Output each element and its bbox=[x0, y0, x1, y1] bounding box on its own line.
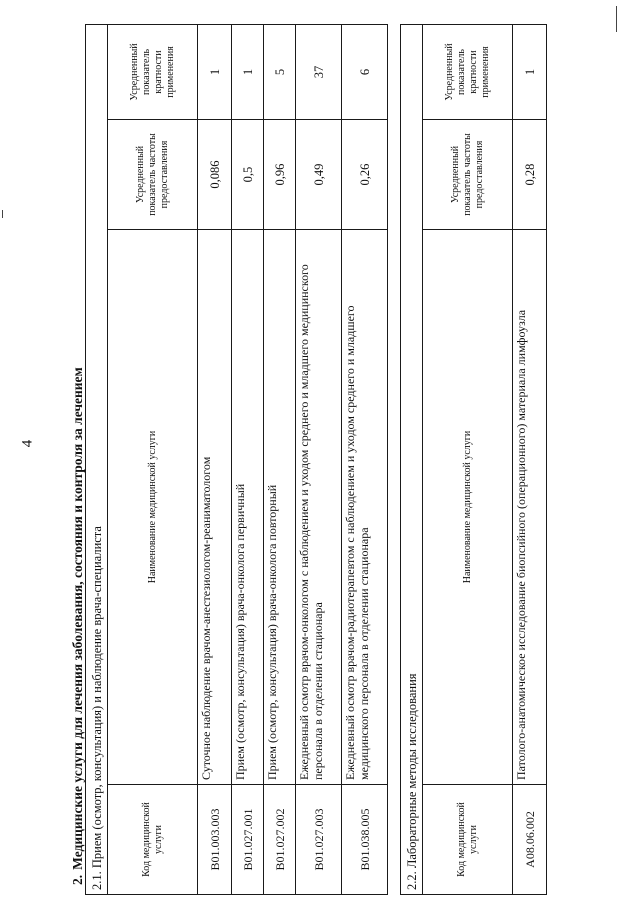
section-title: Медицинские услуги для лечения заболевания, состояния и контроля за лечением bbox=[70, 367, 85, 870]
table-row bbox=[296, 24, 342, 894]
frequency-value: 0,26 bbox=[342, 120, 388, 230]
service-name: Ежедневный осмотр врачом-радиотерапевтом с наблюдением и уходом среднего и младшего медицинского персонала в отделении стационара bbox=[342, 230, 388, 785]
frequency-value: 0,49 bbox=[296, 120, 342, 230]
table-subtitle: 2.2. Лабораторные методы исследования bbox=[401, 24, 423, 894]
table-row bbox=[342, 24, 388, 894]
service-code: B01.003.003 bbox=[198, 785, 232, 895]
column-header-frequency: Усредненный показатель частоты предоставления bbox=[423, 120, 513, 230]
service-name: Прием (осмотр, консультация) врача-онколога первичный bbox=[232, 230, 264, 785]
multiplicity-value: 6 bbox=[342, 24, 388, 119]
services-table-consultations bbox=[85, 24, 388, 895]
section-heading bbox=[70, 367, 86, 885]
frequency-value: 0,28 bbox=[513, 120, 547, 230]
column-header-name: Наименование медицинской услуги bbox=[423, 230, 513, 785]
table-row bbox=[198, 24, 232, 894]
column-header-code: Код медицинской услуги bbox=[108, 785, 198, 895]
table-row bbox=[232, 24, 264, 894]
service-code: B01.038.005 bbox=[342, 785, 388, 895]
column-header-code: Код медицинской услуги bbox=[423, 785, 513, 895]
service-code: B01.027.002 bbox=[264, 785, 296, 895]
multiplicity-value: 1 bbox=[513, 24, 547, 119]
service-name: Ежедневный осмотр врачом-онкологом с наблюдением и уходом среднего и младшего медицинского персонала в отделении стационара bbox=[296, 230, 342, 785]
frequency-value: 0,96 bbox=[264, 120, 296, 230]
service-code: B01.027.001 bbox=[232, 785, 264, 895]
service-code: A08.06.002 bbox=[513, 785, 547, 895]
service-name: Прием (осмотр, консультация) врача-онколога повторный bbox=[264, 230, 296, 785]
frequency-value: 0,086 bbox=[198, 120, 232, 230]
service-name: Патолого-анатомическое исследование биопсийного (операционного) материала лимфоузла bbox=[513, 230, 547, 785]
column-header-frequency: Усредненный показатель частоты предоставления bbox=[108, 120, 198, 230]
frequency-value: 0,5 bbox=[232, 120, 264, 230]
section-number: 2. bbox=[70, 874, 85, 885]
table-row bbox=[513, 24, 547, 894]
service-code: B01.027.003 bbox=[296, 785, 342, 895]
multiplicity-value: 5 bbox=[264, 24, 296, 119]
services-table-laboratory bbox=[400, 24, 547, 895]
multiplicity-value: 1 bbox=[232, 24, 264, 119]
table-subtitle: 2.1. Прием (осмотр, консультация) и наблюдение врача-специалиста bbox=[86, 24, 108, 894]
multiplicity-value: 1 bbox=[198, 24, 232, 119]
column-header-multiplicity: Усредненный показатель кратности применения bbox=[108, 24, 198, 119]
multiplicity-value: 37 bbox=[296, 24, 342, 119]
column-header-name: Наименование медицинской услуги bbox=[108, 230, 198, 785]
table-row bbox=[264, 24, 296, 894]
page-number: 4 bbox=[19, 439, 36, 448]
column-header-multiplicity: Усредненный показатель кратности применения bbox=[423, 24, 513, 119]
service-name: Суточное наблюдение врачом-анестезиологом-реаниматологом bbox=[198, 230, 232, 785]
